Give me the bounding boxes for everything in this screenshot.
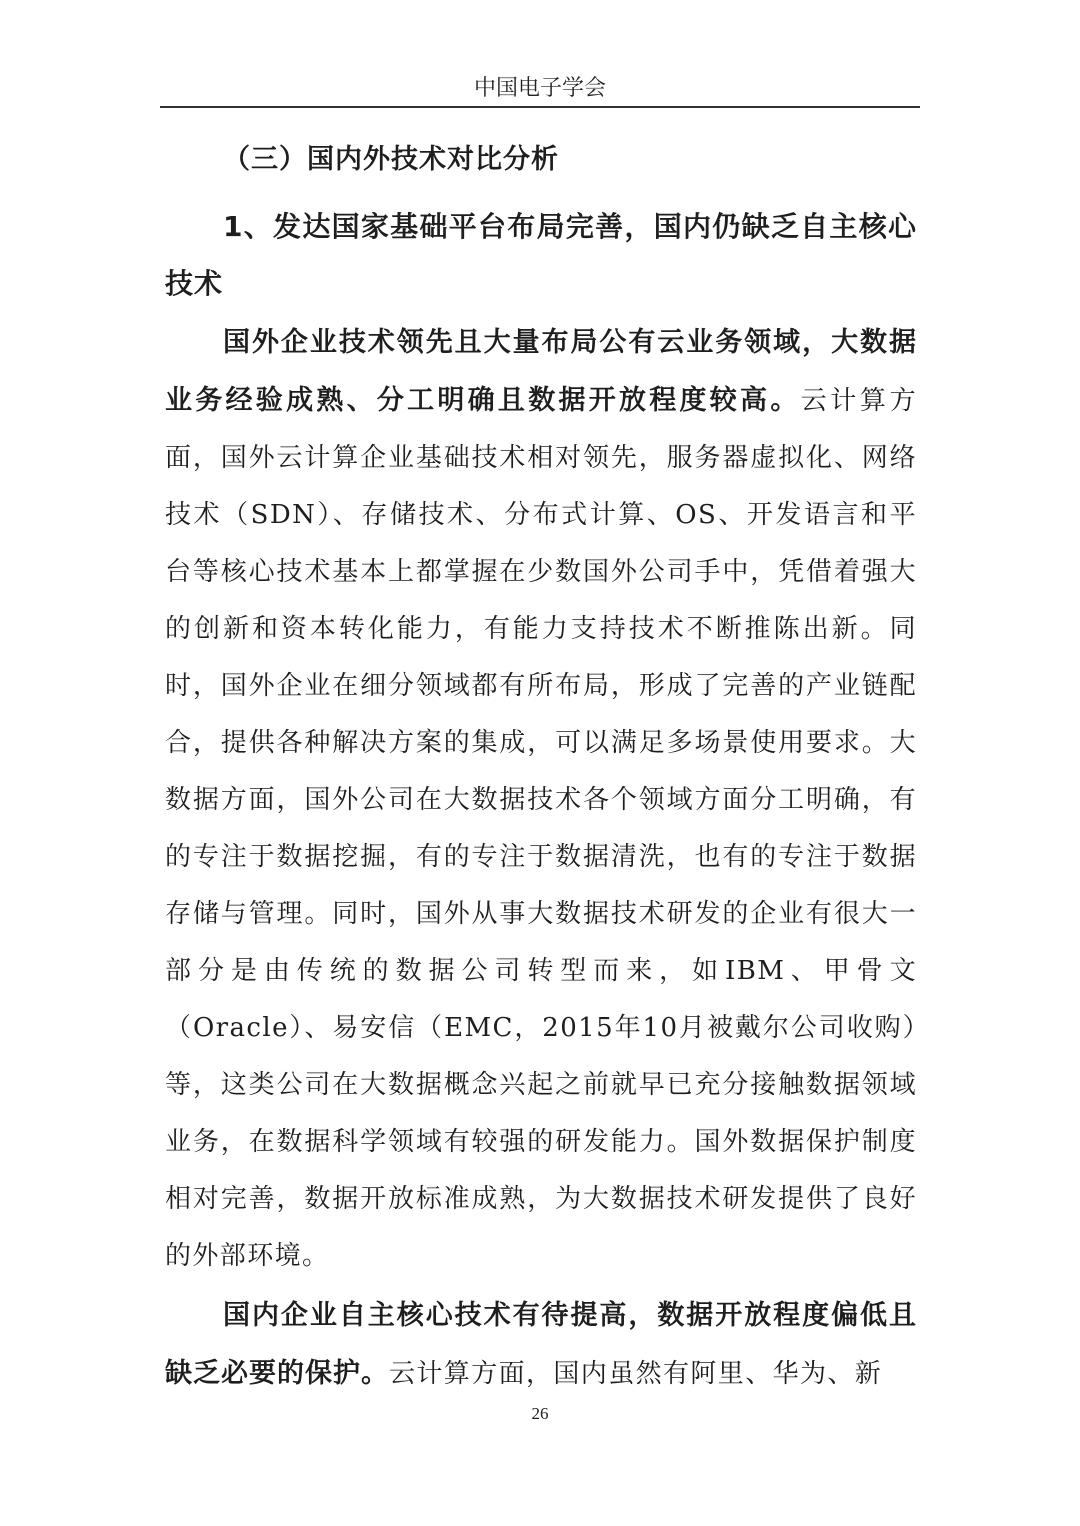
paragraph-lead: 国外企业技术领先且大量布局公有云业务领域，大数据业务经验成熟、分工明确且数据开放程度较高。 (165, 327, 917, 416)
paragraph-lead: 国内企业自主核心技术有待提高，数据开放程度偏低且缺乏必要的保护。 (165, 1300, 917, 1389)
page-number: 26 (531, 1404, 549, 1423)
paragraph-body: 云计算方面，国外云计算企业基础技术相对领先，服务器虚拟化、网络技术（SDN）、存储技术、分布式计算、OS、开发语言和平台等核心技术基本上都掌握在少数国外公司手中，凭借着强大的创新和资本转化能力，有能力支持技术不断推陈出新。同时，国外企业在细分领域都有所布局，形成了完善的产业链配合，提供各种解决方案的集成，可以满足多场景使用要求。大数据方面，国外公司在大数据技术各个领域方面分工明确，有的专注于数据挖掘，有的专注于数据清洗，也有的专注于数据存储与管理。同时，国外从事大数据技术研发的企业有很大一部分是由传统的数据公司转型而来，如IBM、甲骨文（Oracle）、易安信（EMC，2015年10月被戴尔公司收购）等，这类公司在大数据概念兴起之前就早已充分接触数据领域业务，在数据科学领域有较强的研发能力。国外数据保护制度相对完善，数据开放标准成熟，为大数据技术研发提供了良好的外部环境。 (165, 386, 917, 1271)
paragraph-domestic (165, 1287, 917, 1403)
header-rule (160, 106, 920, 108)
paragraph-body: 云计算方面，国内虽然有阿里、华为、新 (389, 1359, 883, 1389)
subsection-heading: 1、发达国家基础平台布局完善，国内仍缺乏自主核心技术 (165, 210, 917, 300)
page-content (165, 140, 917, 1403)
section-heading: （三）国内外技术对比分析 (223, 144, 559, 175)
running-header: 中国电子学会 (473, 76, 606, 101)
paragraph-foreign (165, 314, 917, 1285)
